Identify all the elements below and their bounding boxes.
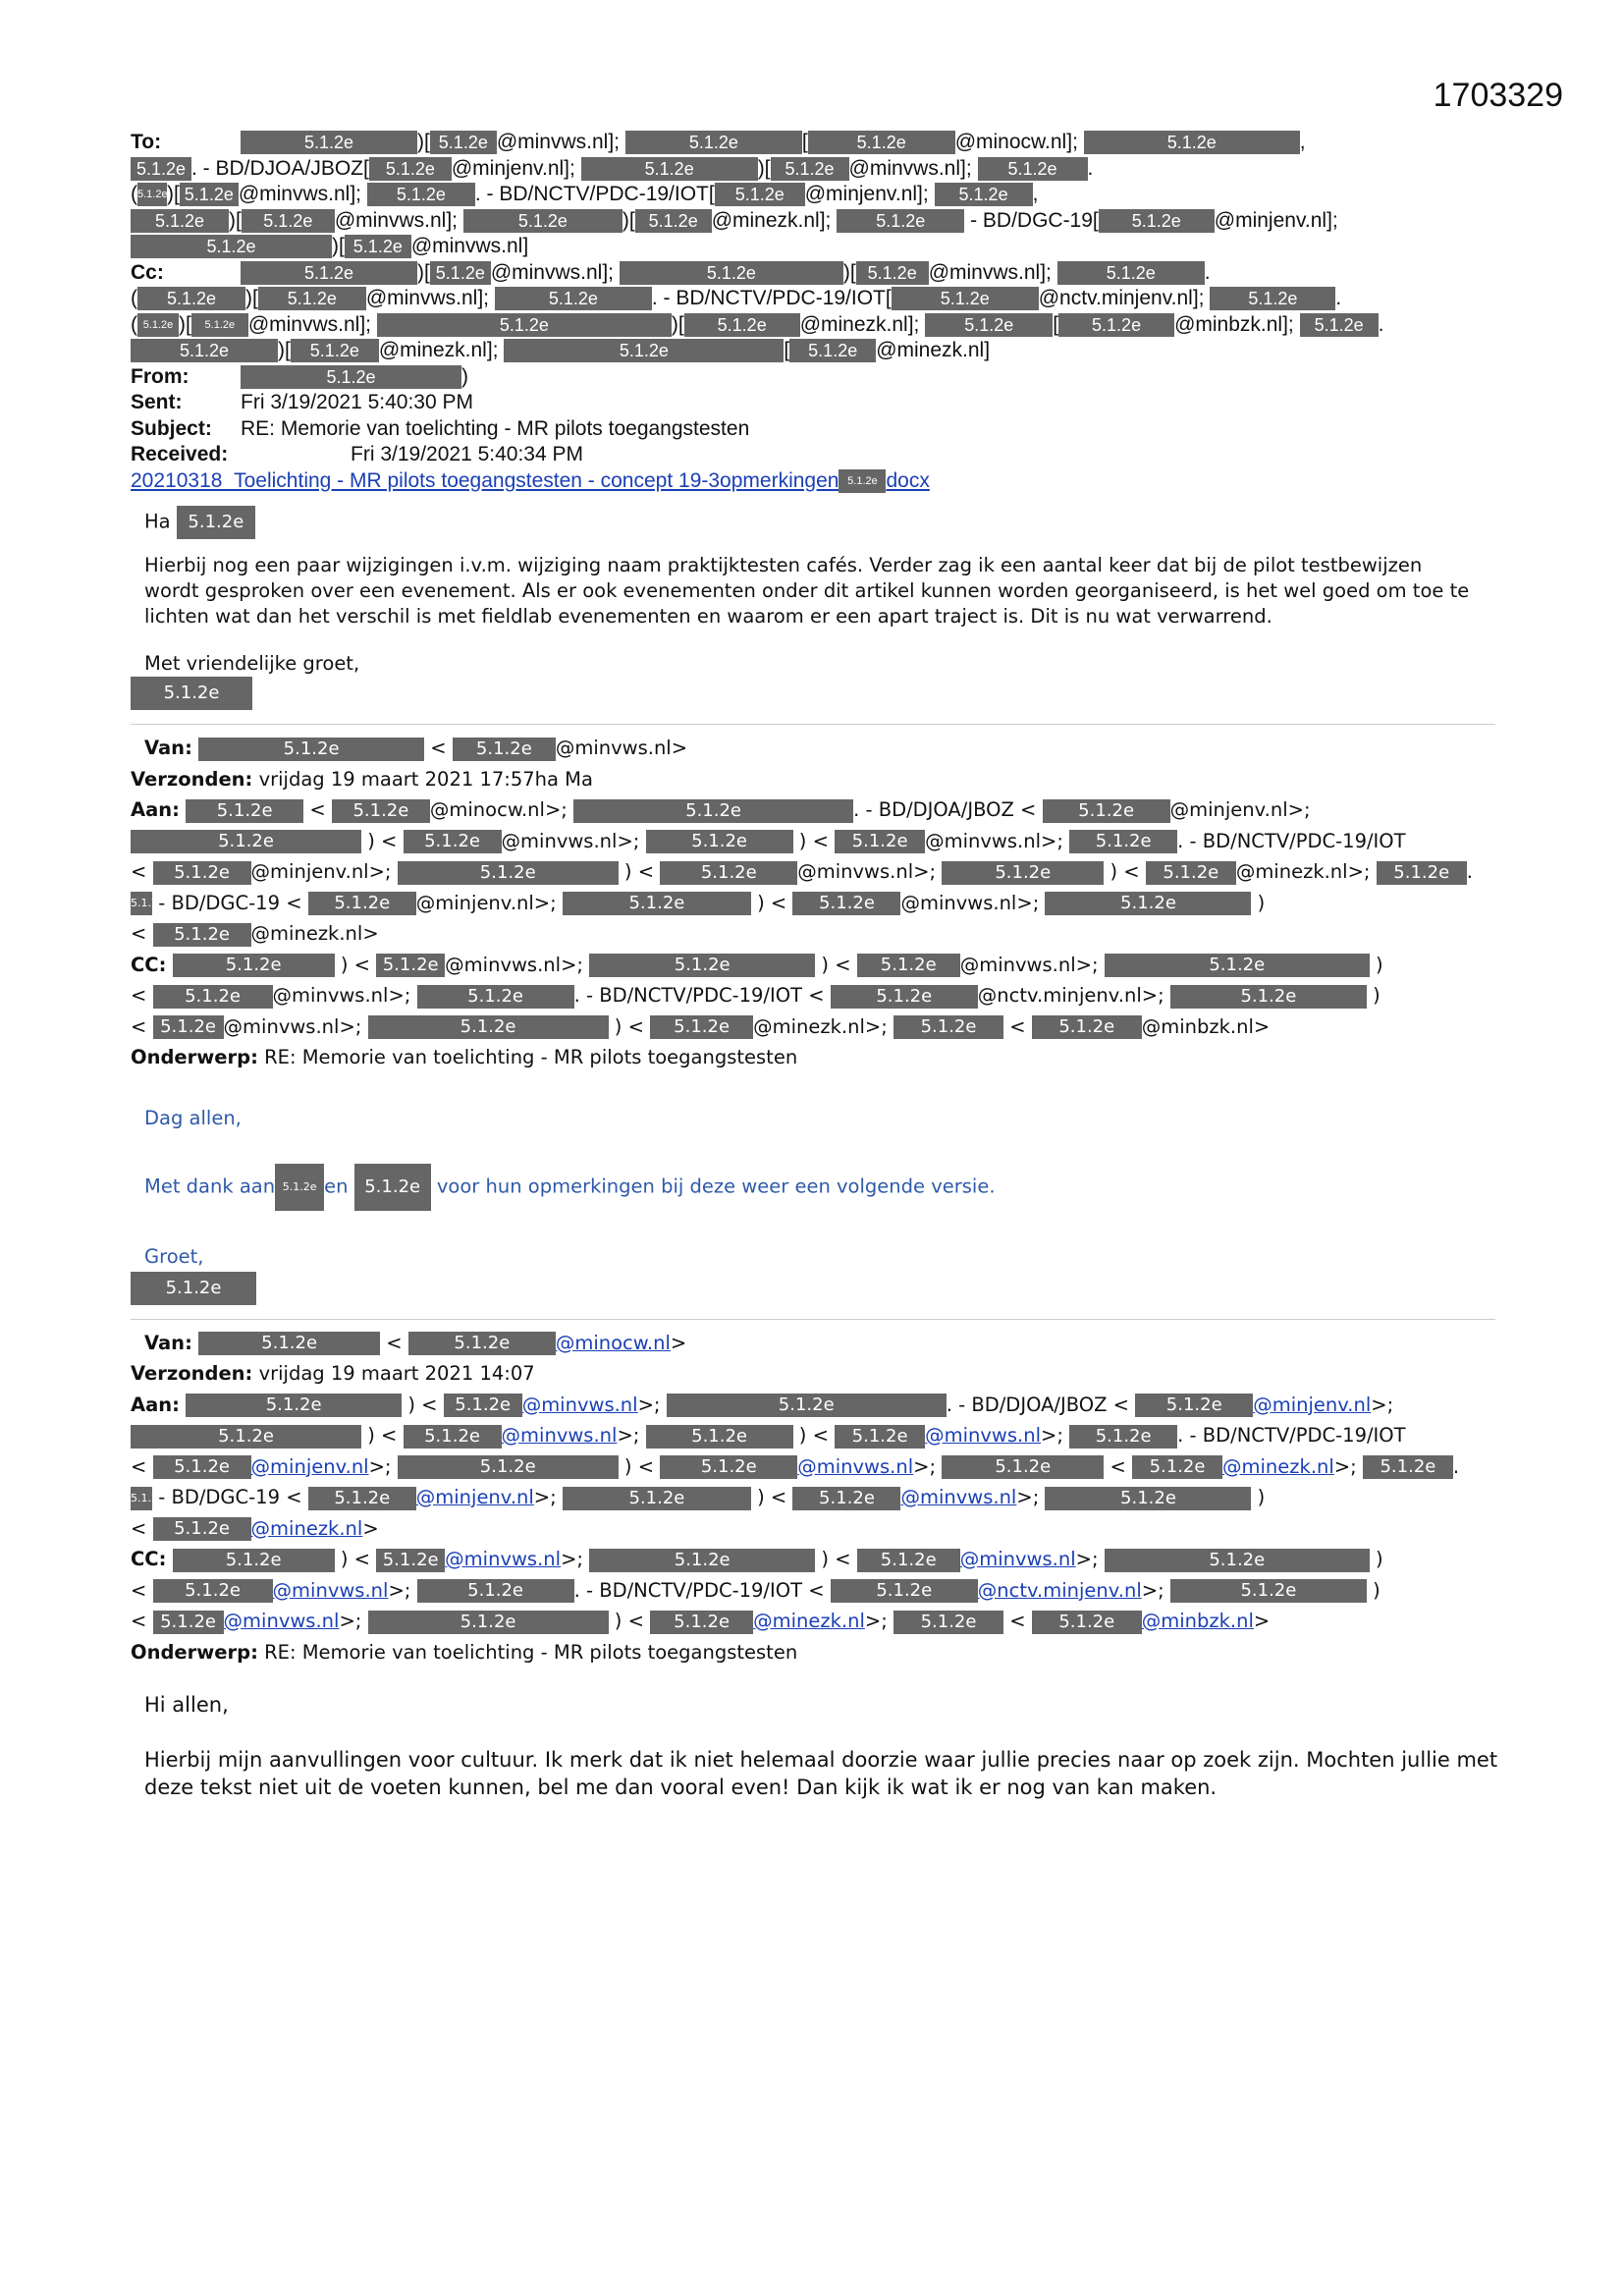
domain: @minbzk.nl	[1174, 312, 1283, 336]
redaction: 5.1.2e	[241, 131, 417, 154]
redaction: 5.1.2e	[131, 830, 361, 853]
redaction: 5.1.2e	[1084, 131, 1300, 154]
redaction: 5.1.2e	[153, 985, 273, 1009]
domain: @minvws.nl	[496, 131, 609, 153]
van-label: Van:	[144, 737, 192, 759]
email-header	[131, 130, 1495, 494]
redaction: 5.1.2e	[417, 985, 574, 1009]
redaction: 5.1.2e	[1069, 1425, 1177, 1449]
redaction: 5.1.2e	[650, 1611, 753, 1634]
redaction: 5.1.2e	[856, 261, 929, 285]
cc-row-4: 5.1.2e )[ 5.1.2e @minezk.nl]; 5.1.2e [ 5.1.2e @minezk.nl]	[131, 338, 1495, 364]
from-label: From:	[131, 364, 189, 388]
redaction: 5.1.2e	[377, 313, 672, 337]
redaction: 5.1.2e	[837, 209, 964, 233]
closing: Met vriendelijke groet,	[144, 652, 360, 675]
redaction: 5.1.2e	[650, 1015, 753, 1039]
domain-link[interactable]: @minjenv.nl	[250, 1454, 369, 1478]
redaction: 5.1.2e	[581, 157, 758, 181]
domain-link[interactable]: @minbzk.nl	[1141, 1610, 1254, 1632]
redaction: 5.1.2e	[620, 261, 843, 285]
redaction: 5.1.2e	[857, 954, 960, 977]
attachment-row[interactable]	[131, 468, 1495, 495]
domain: @minvws.nl	[928, 260, 1041, 284]
redaction: 5.1.2e	[463, 209, 623, 233]
redaction: 5.1.2e	[404, 1425, 502, 1449]
org-label: . - BD/NCTV/PDC-19/IOT	[1177, 829, 1406, 852]
redaction: 5.1.2e	[376, 1549, 445, 1572]
domain-link[interactable]: @minvws.nl	[900, 1486, 1017, 1508]
redaction: 5.1.2e	[1300, 313, 1379, 337]
redaction: 5.1.2e	[893, 1015, 1003, 1039]
redaction: 5.1.2e	[398, 861, 619, 885]
domain: @minvws.nl	[334, 208, 447, 232]
redaction: 5.1.2e	[430, 261, 491, 285]
received-value: Fri 3/19/2021 5:40:34 PM	[351, 443, 583, 465]
domain: @minvws.nl	[410, 235, 523, 257]
redaction: 5.1.2e	[808, 131, 955, 154]
redaction: 5.1.2e	[1045, 892, 1251, 915]
to-row-5: 5.1.2e )[ 5.1.2e @minvws.nl]	[131, 234, 1495, 260]
domain: @minvws.nl	[365, 287, 478, 309]
domain: @minvws.nl	[501, 829, 618, 852]
redaction: 5.1.2e	[925, 313, 1053, 337]
redaction: 5.1.2e	[153, 1455, 251, 1479]
redaction: 5.1.2e	[131, 209, 229, 233]
aan-label: Aan:	[131, 1393, 180, 1416]
domain: @minezk.nl	[799, 312, 908, 336]
from-row: From: 5.1.2e )	[131, 364, 1495, 391]
redaction: 5.1.2e	[1058, 313, 1174, 337]
redaction: 5.1.2e	[367, 183, 475, 206]
redaction: 5.1.2e	[1170, 1579, 1367, 1603]
sent-value: Fri 3/19/2021 5:40:30 PM	[241, 391, 473, 413]
message2-header: Van: 5.1.2e < 5.1.2e @minvws.nl> Verzonden: vrijdag 19 maart 2021 17:57ha Ma Aan: 5.1.2e < 5.1.2e @minocw.nl>; 5.1.2e . - BD/DJOA/JBOZ < 5.1.2e @minjenv.nl>; 5.1.2e ) < 5.1.2e @minvws.nl>; 5.1.2e ) < 5.1.2e @minvws.nl>; 5.1.2e . - BD/NCTV/PDC-19/IOT < 5.1.2e @minjenv.nl>; 5.1.2e ) < 5.1.2e @minvws.nl>; 5.1.2e ) < 5.1.2e @minezk.nl>; 5.1.2e . 5.1.2e - BD/DGC-19 < 5.1.2e @minjenv.nl>; 5.1.2e ) < 5.1.2e @minvws.nl>; 5.1.2e ) < 5.1.2e @minezk.nl> CC: 5.1.2e ) < 5.1.2e @minvws.nl>; 5.1.2e ) < 5.1.2e @minvws.nl>; 5.1.2e ) < 5.1.2e @minvws.nl>; 5.1.2e . - BD/NCTV/PDC-19/IOT < 5.1.2e @nctv.minjenv.nl>; 5.1.2e ) < 5.1.2e @minvws.nl>; 5.1.2e ) < 5.1.2e @minezk.nl>; 5.1.2e < 5.1.2e @minbzk.nl> Onderwerp: RE: Memorie van toelichting - MR pilots toegangstesten	[131, 737, 1473, 1068]
redaction: 5.1.2e	[1032, 1611, 1142, 1634]
org-label: - BD/DGC-19	[970, 208, 1093, 232]
redaction: 5.1.2e	[408, 1332, 556, 1355]
domain: @minezk.nl	[711, 208, 820, 232]
redaction: 5.1.2e	[368, 1015, 609, 1039]
redaction: 5.1.2e	[430, 131, 497, 154]
redaction: 5.1.2e	[573, 799, 853, 823]
domain: @nctv.minjenv.nl	[1038, 287, 1193, 309]
domain: @minezk.nl	[753, 1014, 865, 1038]
redaction: 5.1.2e	[153, 861, 251, 885]
org-label: . - BD/NCTV/PDC-19/IOT	[474, 183, 709, 205]
redaction: 5.1.2e	[789, 339, 876, 362]
onderwerp-value: RE: Memorie van toelichting - MR pilots toegangstesten	[264, 1640, 798, 1664]
domain-link[interactable]: @minvws.nl	[521, 1393, 638, 1416]
redaction: 5.1.2e	[258, 287, 366, 310]
sent-label: Sent:	[131, 391, 183, 413]
domain: @minvws.nl	[959, 953, 1076, 976]
redaction: 5.1.2e	[1170, 985, 1367, 1009]
redaction: 5.1.2e	[376, 954, 445, 977]
cc-row-2: ( 5.1.2e )[ 5.1.2e @minvws.nl]; 5.1.2e . - BD/NCTV/PDC-19/IOT[ 5.1.2e @nctv.minjenv.nl]; 5.1.2e .	[131, 287, 1342, 309]
redaction: 5.1.2e	[131, 1272, 256, 1305]
document-number: 1703329	[1433, 77, 1563, 114]
redaction: 5.1.2e	[242, 209, 335, 233]
domain: @minvws.nl	[925, 829, 1042, 852]
domain: @minvws.nl	[555, 737, 672, 759]
redaction: 5.1.2e	[131, 677, 252, 710]
domain: @minjenv.nl	[1169, 798, 1288, 821]
redaction: 5.1.2e	[1043, 799, 1170, 823]
redaction: 5.1.2e	[198, 738, 424, 761]
domain-link[interactable]: @minvws.nl	[445, 1548, 562, 1570]
org-label: . - BD/DJOA/JBOZ	[853, 798, 1014, 821]
greeting: Hi allen,	[144, 1693, 229, 1717]
attachment-ext[interactable]: docx	[886, 468, 930, 492]
verzonden-label: Verzonden:	[131, 767, 253, 791]
cc-label: Cc:	[131, 260, 164, 284]
greeting: Dag allen,	[144, 1106, 242, 1129]
redaction: 5.1.2e	[589, 954, 815, 977]
domain: @minvws.nl	[445, 953, 562, 976]
verzonden-label: Verzonden:	[131, 1362, 253, 1385]
domain-link[interactable]: @minjenv.nl	[415, 1486, 534, 1508]
message3-header: Van: 5.1.2e < 5.1.2e @minocw.nl> Verzonden: vrijdag 19 maart 2021 14:07 Aan: 5.1.2e ) < 5.1.2e @minvws.nl>; 5.1.2e . - BD/DJOA/JBOZ < 5.1.2e @minjenv.nl>; 5.1.2e ) < 5.1.2e @minvws.nl>; 5.1.2e ) < 5.1.2e @minvws.nl>; 5.1.2e . - BD/NCTV/PDC-19/IOT < 5.1.2e @minjenv.nl>; 5.1.2e ) < 5.1.2e @minvws.nl>; 5.1.2e < 5.1.2e @minezk.nl>; 5.1.2e . 5.1.2e - BD/DGC-19 < 5.1.2e @minjenv.nl>; 5.1.2e ) < 5.1.2e @minvws.nl>; 5.1.2e ) < 5.1.2e @minezk.nl> CC: 5.1.2e ) < 5.1.2e @minvws.nl>; 5.1.2e ) < 5.1.2e @minvws.nl>; 5.1.2e ) < 5.1.2e @minvws.nl>; 5.1.2e . - BD/NCTV/PDC-19/IOT < 5.1.2e @nctv.minjenv.nl>; 5.1.2e ) < 5.1.2e @minvws.nl>; 5.1.2e ) < 5.1.2e @minezk.nl>; 5.1.2e < 5.1.2e @minbzk.nl> Onderwerp: RE: Memorie van toelichting - MR pilots toegangstesten	[131, 1331, 1460, 1664]
redaction: 5.1.2e	[131, 1425, 361, 1449]
redaction: 5.1.2e	[646, 830, 793, 853]
cc-label: CC:	[131, 1548, 167, 1570]
org-label: . - BD/NCTV/PDC-19/IOT	[651, 287, 886, 309]
redaction: 5.1.2e	[831, 1579, 978, 1603]
org-label: - BD/DGC-19	[158, 891, 280, 914]
redaction: 5.1.2e	[131, 157, 191, 181]
domain: @minjenv.nl	[250, 860, 369, 883]
redaction: 5.1.2e	[332, 799, 430, 823]
domain: @minezk.nl	[250, 922, 363, 945]
domain-link[interactable]: @minvws.nl	[959, 1548, 1076, 1570]
redaction: 5.1.2e	[625, 131, 802, 154]
redaction: 5.1.2e	[398, 1455, 619, 1479]
domain-link[interactable]: @minvws.nl	[797, 1454, 914, 1478]
email-page	[131, 130, 1498, 1829]
redaction: 5.1.2e	[153, 1579, 273, 1603]
redaction: 5.1.2e	[942, 1455, 1104, 1479]
redaction: 5.1.2e	[153, 1015, 224, 1039]
domain: @minvws.nl	[247, 312, 360, 336]
redaction: 5.1.2e	[1377, 861, 1467, 885]
redaction: 5.1.2e	[1146, 861, 1236, 885]
message1-paragraph: Hierbij nog een paar wijzigingen i.v.m. wijziging naam praktijktesten cafés. Verder zag ik een aantal keer dat bij de pilot testbewijzen wordt gesproken over een evenement. Als er ook evenementen onder dit artikel kunnen worden georganiseerd, is het wel goed om toe te lichten wat dan het verschil is met fieldlab evenementen en waarom er een apart traject is. Dit is nu wat verwarrend.	[144, 554, 1470, 628]
redaction: 5.1.2e	[369, 157, 452, 181]
redaction: 5.1.2e	[131, 1487, 152, 1510]
redaction: 5.1.2e	[792, 892, 900, 915]
redaction: 5.1.2e	[131, 235, 332, 258]
redaction: 5.1.2e	[715, 183, 805, 206]
domain: @minvws.nl	[223, 1014, 340, 1038]
redaction: 5.1.2e	[453, 738, 556, 761]
redaction: 5.1.2e	[1210, 287, 1335, 310]
redaction: 5.1.2e	[1057, 261, 1205, 285]
domain-link[interactable]: @minvws.nl	[223, 1610, 340, 1632]
sent-row	[131, 390, 1495, 416]
redaction: 5.1.2e	[563, 892, 751, 915]
redaction: 5.1.2e	[1099, 209, 1215, 233]
redaction: 5.1.2e	[1135, 1394, 1253, 1417]
subject-row	[131, 416, 1495, 443]
domain: @minjenv.nl	[804, 183, 918, 205]
domain-link[interactable]: @minezk.nl	[250, 1516, 363, 1540]
domain: @minvws.nl	[900, 891, 1017, 914]
to-label: To:	[131, 131, 162, 153]
domain: @minvws.nl	[848, 156, 961, 180]
redaction: 5.1.2e	[345, 235, 411, 258]
message1-body	[144, 506, 1480, 710]
domain: @minezk.nl	[1235, 860, 1348, 883]
domain: @minbzk.nl	[1141, 1014, 1254, 1038]
redaction: 5.1.2e	[660, 1455, 797, 1479]
domain: @minocw.nl	[954, 131, 1067, 153]
org-label: . - BD/NCTV/PDC-19/IOT	[573, 1578, 803, 1602]
thanks-text: voor hun opmerkingen bij deze weer een volgende versie.	[436, 1175, 996, 1197]
redaction: 5.1.2e	[1045, 1487, 1251, 1510]
redaction: 5.1.2e	[935, 183, 1033, 206]
received-row	[131, 442, 1495, 468]
domain-link[interactable]: @minocw.nl	[555, 1331, 671, 1354]
redaction: 5.1.2e	[893, 1611, 1003, 1634]
message3-body	[144, 1691, 1499, 1801]
greeting: Ha	[144, 510, 171, 533]
domain-link[interactable]: @minvws.nl	[925, 1424, 1042, 1447]
domain-link[interactable]: @minezk.nl	[1222, 1454, 1334, 1478]
redaction: 5.1.2e	[660, 861, 797, 885]
org-label: . - BD/NCTV/PDC-19/IOT	[1177, 1424, 1406, 1447]
redaction: 5.1.2e	[131, 339, 278, 362]
redaction: 5.1.2e	[180, 183, 239, 206]
attachment-link[interactable]: 20210318_Toelichting - MR pilots toegangstesten - concept 19-3opmerkingen	[131, 468, 839, 492]
redaction: 5.1.2e	[1363, 1455, 1453, 1479]
redaction: 5.1.2e	[186, 1394, 402, 1417]
thanks-text: Met dank aan	[144, 1175, 276, 1197]
domain: @minjenv.nl	[451, 156, 565, 180]
redaction: 5.1.2e	[241, 365, 461, 389]
redaction: 5.1.2e	[354, 1164, 431, 1211]
redaction: 5.1.2e	[173, 954, 335, 977]
onderwerp-label: Onderwerp:	[131, 1046, 258, 1068]
redaction: 5.1.2e	[186, 799, 303, 823]
redaction: 5.1.2e	[1105, 954, 1370, 977]
redaction: 5.1.2e	[892, 287, 1039, 310]
to-row-2: 5.1.2e . - BD/DJOA/JBOZ[ 5.1.2e @minjenv.nl]; 5.1.2e )[ 5.1.2e @minvws.nl]; 5.1.2e .	[131, 156, 1495, 183]
redaction: 5.1.2e	[153, 923, 251, 947]
domain: @minocw.nl	[429, 798, 545, 821]
cc-row-1: Cc: 5.1.2e )[ 5.1.2e @minvws.nl]; 5.1.2e )[ 5.1.2e @minvws.nl]; 5.1.2e .	[131, 260, 1495, 287]
onderwerp-label: Onderwerp:	[131, 1640, 258, 1664]
redaction: 5.1.2e	[173, 1549, 335, 1572]
redaction: 5.1.2e	[137, 287, 245, 310]
redaction: 5.1.2e	[241, 261, 417, 285]
onderwerp-value: RE: Memorie van toelichting - MR pilots toegangstesten	[264, 1046, 798, 1068]
redaction: 5.1.2e	[131, 892, 152, 915]
cc-row-3: ( 5.1.2e )[ 5.1.2e @minvws.nl]; 5.1.2e )[ 5.1.2e @minezk.nl]; 5.1.2e [ 5.1.2e @minbzk.nl]; 5.1.2e .	[131, 312, 1384, 336]
redaction: 5.1.2e	[1132, 1455, 1222, 1479]
redaction: 5.1.2e	[291, 339, 379, 362]
redaction: 5.1.2e	[504, 339, 784, 362]
message3-paragraph: Hierbij mijn aanvullingen voor cultuur. Ik merk dat ik niet helemaal doorzie waar jullie precies naar op zoek zijn. Mochten jullie met deze tekst niet uit de voeten kunnen, bel me dan vooral even! Dan kijk ik wat ik er nog van kan maken.	[144, 1748, 1498, 1799]
redaction: 5.1.2e	[835, 1425, 925, 1449]
redaction: 5.1.2e	[684, 313, 800, 337]
received-label: Received:	[131, 443, 229, 465]
van-label: Van:	[144, 1331, 192, 1354]
redaction: 5.1.2e	[835, 830, 925, 853]
redaction: 5.1.2e	[831, 985, 978, 1009]
redaction: 5.1.2e	[444, 1394, 522, 1417]
subject-label: Subject:	[131, 416, 212, 440]
to-row-1: To: 5.1.2e )[ 5.1.2e @minvws.nl]; 5.1.2e [ 5.1.2e @minocw.nl]; 5.1.2e ,	[131, 130, 1495, 156]
redaction: 5.1.2e	[1032, 1015, 1142, 1039]
org-label: . - BD/DJOA/JBOZ	[191, 156, 364, 180]
redaction: 5.1.2e	[635, 209, 712, 233]
redaction: 5.1.2e	[646, 1425, 793, 1449]
verzonden-value: vrijdag 19 maart 2021 17:57ha Ma	[258, 767, 593, 791]
redaction: 5.1.2e	[137, 313, 179, 337]
domain: @minjenv.nl	[415, 891, 534, 914]
aan-label: Aan:	[131, 798, 180, 821]
redaction: 5.1.2e	[308, 1487, 416, 1510]
redaction: 5.1.2e	[417, 1579, 574, 1603]
separator	[131, 724, 1495, 725]
org-label: . - BD/NCTV/PDC-19/IOT	[573, 984, 803, 1007]
verzonden-value: vrijdag 19 maart 2021 14:07	[258, 1362, 535, 1385]
redaction: 5.1.2e	[177, 506, 255, 539]
domain: @minvws.nl	[490, 260, 603, 284]
domain: @minezk.nl	[378, 339, 487, 361]
redaction: 5.1.2e	[495, 287, 652, 310]
redaction: 5.1.2e	[839, 469, 886, 493]
redaction: 5.1.2e	[1069, 830, 1177, 853]
redaction: 5.1.2e	[1105, 1549, 1370, 1572]
domain: @minvws.nl	[797, 860, 914, 883]
redaction: 5.1.2e	[153, 1517, 251, 1541]
redaction: 5.1.2e	[857, 1549, 960, 1572]
redaction: 5.1.2e	[275, 1164, 324, 1211]
subject-value: RE: Memorie van toelichting - MR pilots toegangstesten	[241, 416, 750, 440]
redaction: 5.1.2e	[191, 313, 248, 337]
domain: @minjenv.nl	[1214, 208, 1327, 232]
domain: @minvws.nl	[238, 183, 351, 205]
to-row-3: (5.1.2e)[ 5.1.2e @minvws.nl]; 5.1.2e . - BD/NCTV/PDC-19/IOT[ 5.1.2e @minjenv.nl]; 5.1.2e ,	[131, 183, 1039, 205]
redaction: 5.1.2e	[978, 157, 1088, 181]
redaction: 5.1.2e	[137, 183, 167, 206]
redaction: 5.1.2e	[153, 1611, 224, 1634]
redaction: 5.1.2e	[667, 1394, 947, 1417]
thanks-text: en	[324, 1175, 349, 1197]
domain: @minezk.nl	[876, 339, 985, 361]
to-row-4: 5.1.2e )[ 5.1.2e @minvws.nl]; 5.1.2e )[ 5.1.2e @minezk.nl]; 5.1.2e - BD/DGC-19[ 5.1.2e @minjenv.nl];	[131, 208, 1495, 235]
redaction: 5.1.2e	[198, 1332, 380, 1355]
redaction: 5.1.2e	[589, 1549, 815, 1572]
redaction: 5.1.2e	[404, 830, 502, 853]
domain-link[interactable]: @minezk.nl	[753, 1610, 865, 1632]
redaction: 5.1.2e	[771, 157, 849, 181]
domain-link[interactable]: @minvws.nl	[272, 1578, 389, 1602]
domain-link[interactable]: @nctv.minjenv.nl	[977, 1578, 1142, 1602]
domain-link[interactable]: @minjenv.nl	[1253, 1393, 1372, 1416]
redaction: 5.1.2e	[792, 1487, 900, 1510]
org-label: . - BD/DJOA/JBOZ	[946, 1393, 1108, 1416]
redaction: 5.1.2e	[563, 1487, 751, 1510]
domain: @nctv.minjenv.nl	[977, 984, 1142, 1007]
redaction: 5.1.2e	[942, 861, 1104, 885]
separator	[131, 1319, 1495, 1320]
redaction: 5.1.2e	[308, 892, 416, 915]
domain-link[interactable]: @minvws.nl	[501, 1424, 618, 1447]
org-label: - BD/DGC-19	[158, 1486, 280, 1508]
cc-label: CC:	[131, 953, 167, 976]
closing: Groet,	[144, 1244, 204, 1268]
redaction: 5.1.2e	[368, 1611, 609, 1634]
domain: @minvws.nl	[272, 984, 389, 1007]
message2-body	[144, 1103, 1495, 1305]
